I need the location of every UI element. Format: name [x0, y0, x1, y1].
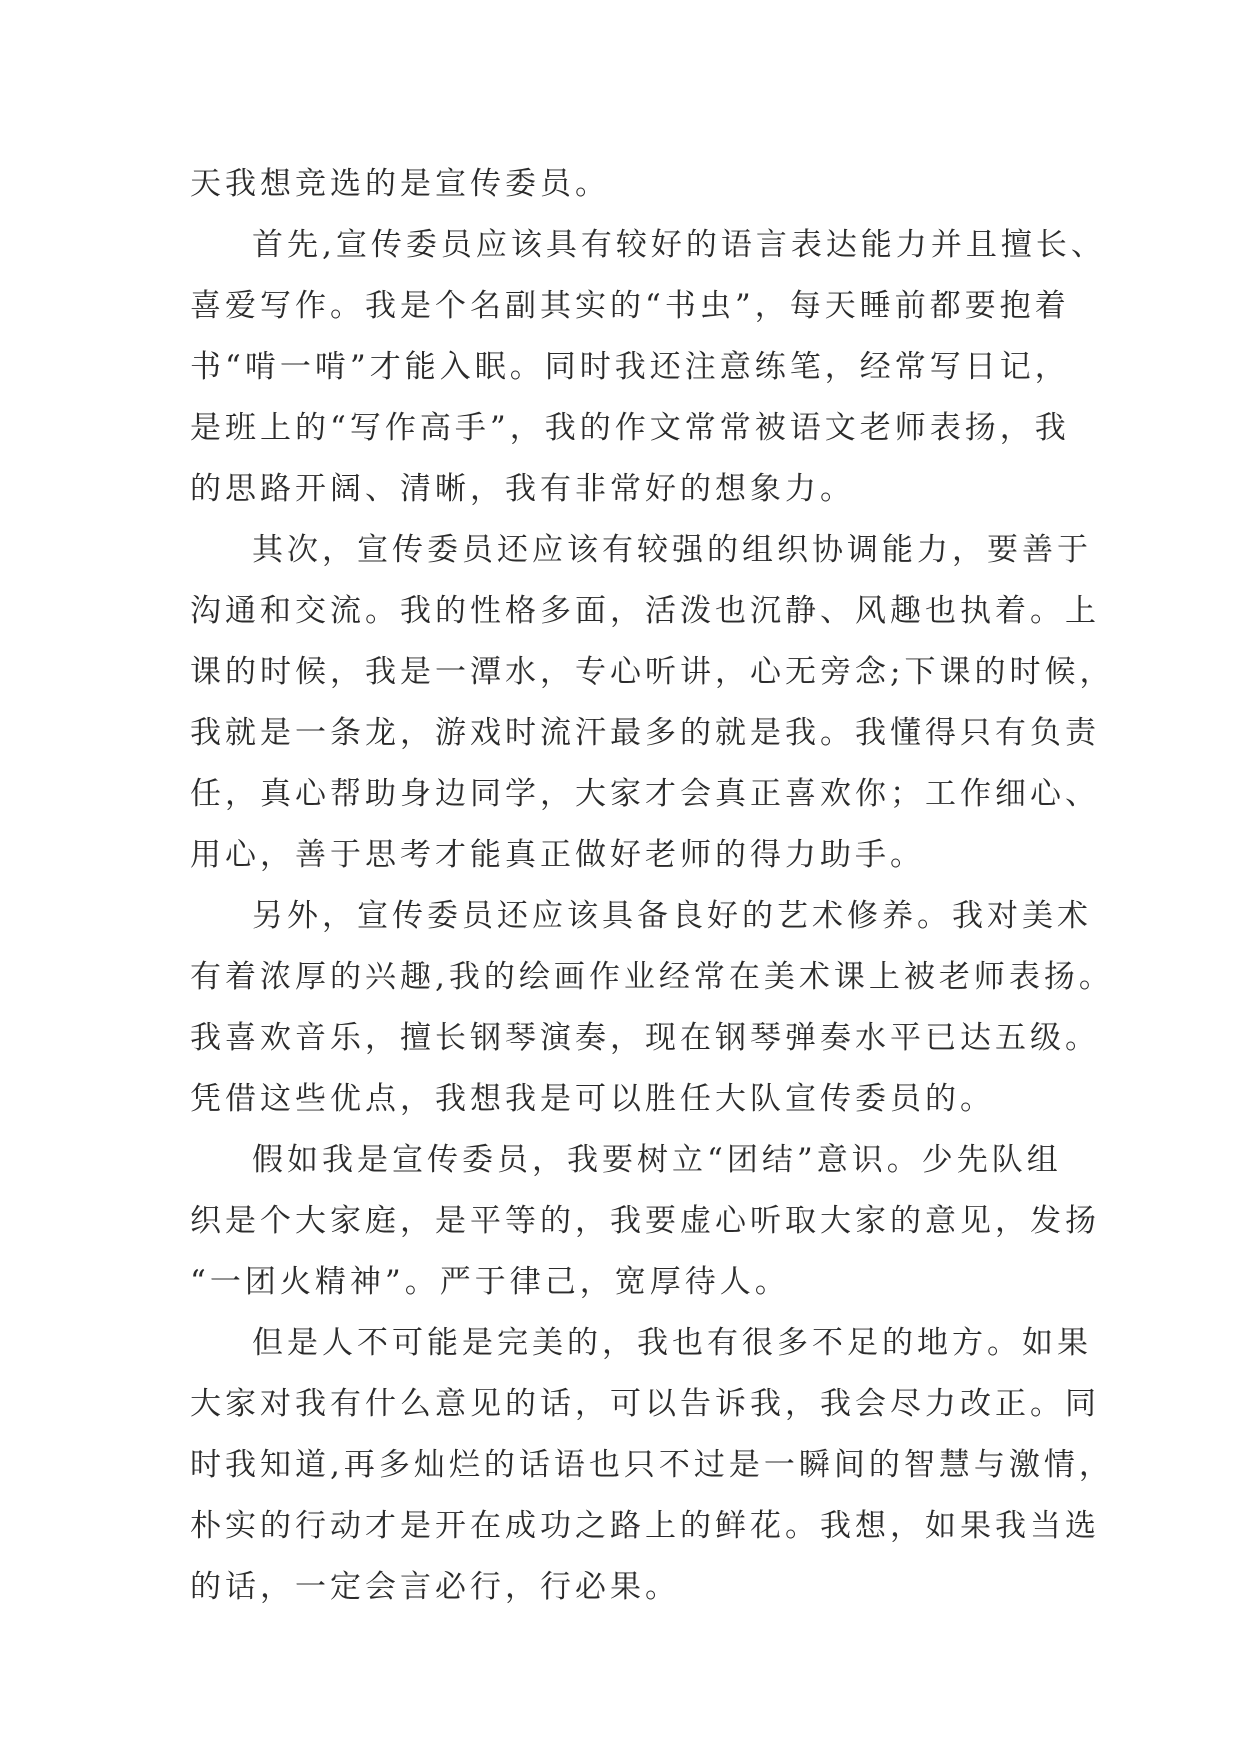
text-line: 大家对我有什么意见的话，可以告诉我，我会尽力改正。同	[190, 1386, 1100, 1422]
text-line: 我就是一条龙，游戏时流汗最多的就是我。我懂得只有负责	[190, 715, 1100, 751]
text-line: 其次，宣传委员还应该有较强的组织协调能力，要善于	[252, 532, 1092, 568]
text-line: 我喜欢音乐，擅长钢琴演奏，现在钢琴弹奏水平已达五级。	[190, 1020, 1100, 1056]
text-line: 书“啃一啃”才能入眠。同时我还注意练笔，经常写日记，	[190, 349, 1070, 385]
text-line: 另外，宣传委员还应该具备良好的艺术修养。我对美术	[252, 898, 1092, 934]
text-line: 的思路开阔、清晰，我有非常好的想象力。	[190, 471, 855, 507]
text-line: 但是人不可能是完美的，我也有很多不足的地方。如果	[252, 1325, 1092, 1361]
text-line: 朴实的行动才是开在成功之路上的鲜花。我想，如果我当选	[190, 1508, 1100, 1544]
text-line: “一团火精神”。严于律己，宽厚待人。	[190, 1264, 790, 1300]
text-line: 课的时候，我是一潭水，专心听讲，心无旁念;下课的时候，	[190, 654, 1115, 690]
text-line: 喜爱写作。我是个名副其实的“书虫”，每天睡前都要抱着	[190, 288, 1070, 324]
text-line: 时我知道,再多灿烂的话语也只不过是一瞬间的智慧与激情，	[190, 1447, 1114, 1483]
text-line: 有着浓厚的兴趣,我的绘画作业经常在美术课上被老师表扬。	[190, 959, 1114, 995]
text-line: 用心，善于思考才能真正做好老师的得力助手。	[190, 837, 925, 873]
document-body	[190, 154, 1115, 1618]
text-line: 首先,宣传委员应该具有较好的语言表达能力并且擅长、	[252, 227, 1106, 263]
text-line: 沟通和交流。我的性格多面，活泼也沉静、风趣也执着。上	[190, 593, 1100, 629]
text-line: 天我想竞选的是宣传委员。	[190, 166, 610, 202]
text-line: 的话，一定会言必行，行必果。	[190, 1569, 680, 1605]
text-line: 假如我是宣传委员，我要树立“团结”意识。少先队组	[252, 1142, 1062, 1178]
text-line: 织是个大家庭，是平等的，我要虚心听取大家的意见，发扬	[190, 1203, 1100, 1239]
text-line: 是班上的“写作高手”，我的作文常常被语文老师表扬，我	[190, 410, 1070, 446]
text-line: 任，真心帮助身边同学，大家才会真正喜欢你；工作细心、	[190, 776, 1100, 812]
text-line: 凭借这些优点，我想我是可以胜任大队宣传委员的。	[190, 1081, 995, 1117]
